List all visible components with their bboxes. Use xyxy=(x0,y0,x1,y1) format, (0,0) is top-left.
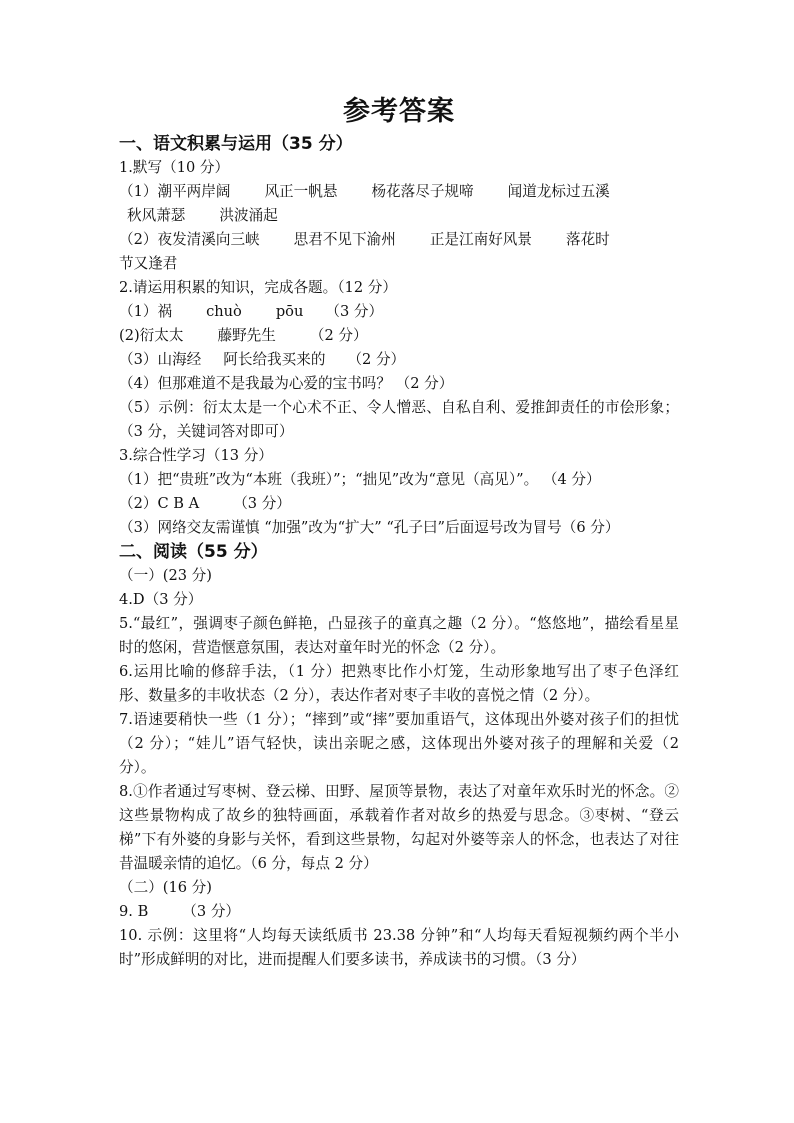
q1-item: 正是江南好风景 xyxy=(429,231,532,248)
q4-answer: 4.D（3 分） xyxy=(119,591,203,608)
part-2-label: （二）(16 分) xyxy=(119,879,212,896)
section-heading-2: 二、阅读（55 分） xyxy=(119,542,268,562)
q3-label: 3.综合性学习（13 分） xyxy=(119,447,273,464)
q1-item: 思君不见下渝州 xyxy=(293,231,396,248)
q1-item: 闻道龙标过五溪 xyxy=(507,183,610,200)
q2-item: 藤野先生 xyxy=(217,327,276,344)
q2-item: （3 分） xyxy=(325,303,384,320)
q1-item: 杨花落尽子规啼 xyxy=(371,183,474,200)
q2-item: （3）山海经 xyxy=(119,351,202,368)
q2-item: pōu xyxy=(275,303,304,320)
q1-answer-line-2 xyxy=(119,204,679,228)
part-1-label: （一）(23 分) xyxy=(119,567,212,584)
q9-item: （3 分） xyxy=(182,903,241,920)
q1-answer-line-1 xyxy=(119,180,679,204)
q1-item: 风正一帆悬 xyxy=(264,183,338,200)
q1-answer-line-4: 节又逢君 xyxy=(119,255,178,272)
q3-answer-2 xyxy=(119,492,679,516)
q5-answer: 5.“最红”，强调枣子颜色鲜艳，凸显孩子的童真之趣（2 分）。“悠悠地”，描绘看星星时的悠闲，营造惬意氛围，表达对童年时光的怀念（2 分）。 xyxy=(119,615,679,656)
q1-item: 秋风萧瑟 xyxy=(127,207,186,224)
q1-label: 1.默写（10 分） xyxy=(119,159,230,176)
q2-item: （1）祸 xyxy=(119,303,173,320)
q6-answer: 6.运用比喻的修辞手法，（1 分）把熟枣比作小灯笼，生动形象地写出了枣子色泽红彤、数量多的丰收状态（2 分），表达作者对枣子丰收的喜悦之情（2 分）。 xyxy=(119,663,679,704)
q2-answer-1 xyxy=(119,300,679,324)
q1-item: （1）潮平两岸阔 xyxy=(119,183,231,200)
q2-answer-4: （4）但那难道不是我最为心爱的宝书吗？ （2 分） xyxy=(119,375,454,392)
q3-item: （2）C B A xyxy=(119,495,200,512)
q3-answer-3: （3）网络交友需谨慎 “加强”改为“扩大” “孔子曰”后面逗号改为冒号（6 分） xyxy=(119,519,620,536)
q2-item: (2)衍太太 xyxy=(119,327,184,344)
q2-item: （2 分） xyxy=(347,351,406,368)
q1-answer-line-3 xyxy=(119,228,679,252)
answer-key-page xyxy=(119,92,679,972)
q1-item: （2）夜发清溪向三峡 xyxy=(119,231,260,248)
q2-answer-3 xyxy=(119,348,679,372)
q2-item: chuò xyxy=(206,303,242,320)
q2-answer-5: （5）示例：衍太太是一个心术不正、令人憎恶、自私自利、爱推卸责任的市侩形象；（3 分，关键词答对即可） xyxy=(119,399,679,440)
q2-label: 2.请运用积累的知识，完成各题。（12 分） xyxy=(119,279,397,296)
q1-item: 落花时 xyxy=(565,231,610,248)
q8-answer: 8.①作者通过写枣树、登云梯、田野、屋顶等景物，表达了对童年欢乐时光的怀念。②这些景物构成了故乡的独特画面，承载着作者对故乡的热爱与思念。③枣树、“登云梯”下有外婆的身影与关怀，看到这些景物，勾起对外婆等亲人的怀念，也表达了对往昔温暖亲情的追忆。（6 分，每点 2 分） xyxy=(119,783,679,872)
q3-answer-1: （1）把“贵班”改为“本班（我班）”；“拙见”改为“意见（高见）”。 （4 分） xyxy=(119,471,601,488)
q10-answer: 10. 示例：这里将“人均每天读纸质书 23.38 分钟”和“人均每天看短视频约两个半小时”形成鲜明的对比，进而提醒人们要多读书，养成读书的习惯。（3 分） xyxy=(119,927,679,968)
q3-item: （3 分） xyxy=(233,495,291,512)
q2-item: （2 分） xyxy=(309,327,368,344)
q9-item: 9. B xyxy=(119,903,149,920)
page-title: 参考答案 xyxy=(343,96,455,127)
q2-item: 阿长给我买来的 xyxy=(223,351,326,368)
section-heading-1: 一、语文积累与运用（35 分） xyxy=(119,134,353,154)
q2-answer-2 xyxy=(119,324,679,348)
q9-answer xyxy=(119,900,679,924)
q7-answer: 7.语速要稍快一些（1 分）；“摔到”或“摔”要加重语气，这体现出外婆对孩子们的担忧（2 分）；“娃儿”语气轻快，读出亲昵之感，这体现出外婆对孩子的理解和关爱（2 分）。 xyxy=(119,711,679,776)
q1-item: 洪波涌起 xyxy=(219,207,278,224)
